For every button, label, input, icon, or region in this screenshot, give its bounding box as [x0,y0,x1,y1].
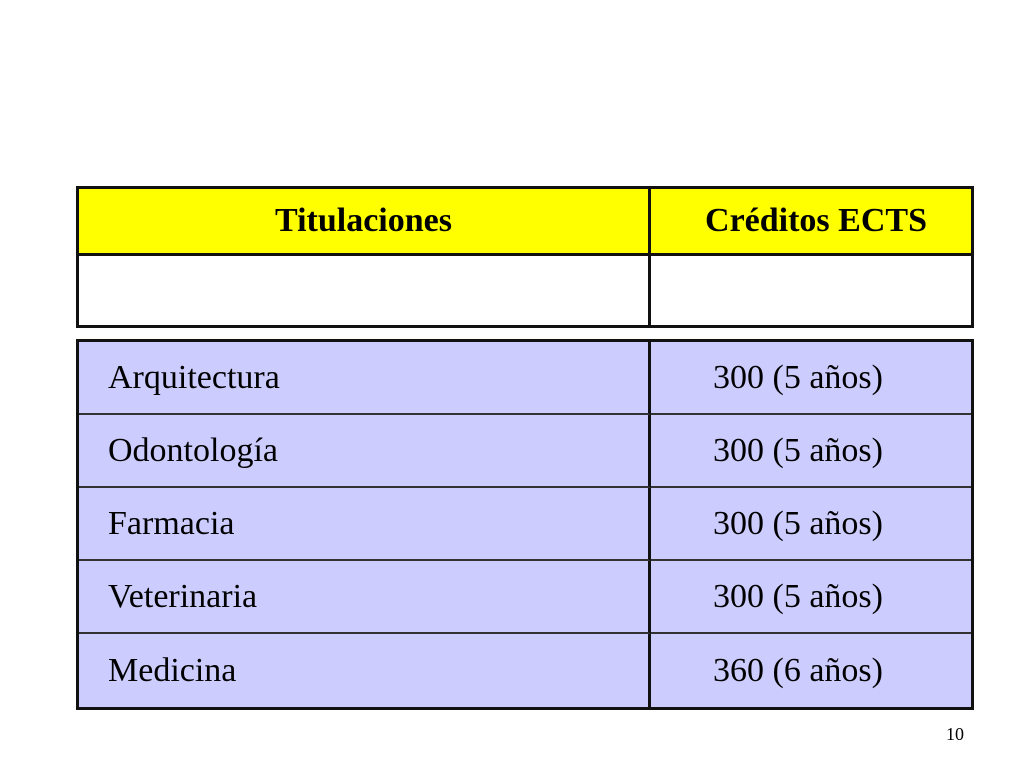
creditos-cell: 300 (5 años) [651,488,971,561]
data-table [76,339,974,710]
titulacion-cell: Veterinaria [79,561,651,634]
column-header-creditos: Créditos ECTS [651,189,971,256]
column-header-titulaciones: Titulaciones [79,189,651,256]
table-header [76,186,974,328]
empty-cell [79,256,651,325]
creditos-cell: 300 (5 años) [651,342,971,415]
titulacion-cell: Arquitectura [79,342,651,415]
titulacion-cell: Odontología [79,415,651,488]
page-number: 10 [946,724,964,744]
titulacion-cell: Medicina [79,634,651,707]
empty-cell [651,256,971,325]
creditos-cell: 360 (6 años) [713,651,883,689]
titulacion-cell: Farmacia [79,488,651,561]
creditos-cell: 300 (5 años) [651,561,971,634]
creditos-cell: 300 (5 años) [651,415,971,488]
